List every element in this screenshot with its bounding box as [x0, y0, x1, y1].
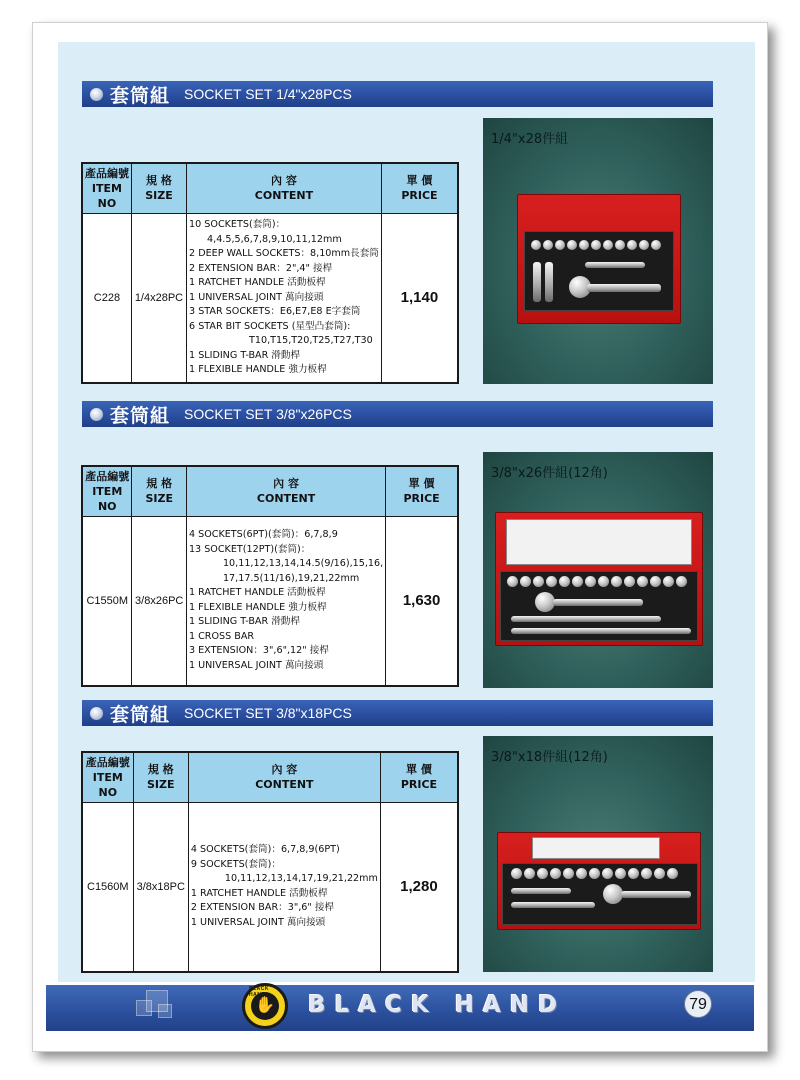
- item-no-cell: C1550M: [82, 516, 132, 686]
- content-line: 1 RATCHET HANDLE 活動板桿: [190, 887, 328, 899]
- spec-table-3: [81, 751, 459, 973]
- instruction-card: [532, 837, 660, 859]
- socket: [676, 576, 687, 587]
- bullet-icon: [90, 88, 103, 101]
- bullet-icon: [90, 408, 103, 421]
- content-line: 3 STAR SOCKETS：E6,E7,E8 E字套筒: [189, 306, 361, 317]
- content-line: 9 SOCKETS(套筒)：: [190, 858, 281, 870]
- table-header-row: [82, 752, 458, 802]
- size-cell: 3/8x26PC: [132, 516, 186, 686]
- header-size: 規 格 SIZE: [133, 752, 188, 802]
- spec-table-1: [81, 162, 459, 384]
- content-line: 4 SOCKETS(套筒)：6,7,8,9(6PT): [190, 844, 340, 856]
- socket: [615, 240, 625, 250]
- content-line: 17,17.5(11/16),19,21,22mm: [222, 572, 360, 584]
- socket: [611, 576, 622, 587]
- header-content: 內 容 CONTENT: [188, 752, 380, 802]
- socket: [550, 868, 561, 879]
- socket: [639, 240, 649, 250]
- table-row: [82, 516, 458, 686]
- photo-label: 3/8"x18件組(12角): [491, 750, 608, 765]
- product-photo-1: [483, 118, 713, 384]
- section-title-zh: 套筒組: [110, 404, 171, 427]
- socket: [524, 868, 535, 879]
- hand-icon: ✋: [251, 992, 279, 1020]
- item-no-cell: C228: [82, 213, 131, 383]
- content-line: 1 SLIDING T-BAR 滑動桿: [188, 616, 300, 628]
- socket: [579, 240, 589, 250]
- socket: [650, 576, 661, 587]
- ratchet-handle: [587, 284, 661, 292]
- socket: [567, 240, 577, 250]
- content-cell: [188, 802, 380, 972]
- socket: [615, 868, 626, 879]
- content-line: 1 FLEXIBLE HANDLE 強力板桿: [188, 601, 327, 613]
- content-line: 4 SOCKETS(6PT)(套筒)：6,7,8,9: [188, 529, 338, 541]
- content-line: 2 EXTENSION BAR：3",6" 接桿: [190, 902, 335, 914]
- socket: [598, 576, 609, 587]
- footer-band: [46, 985, 754, 1031]
- table-header-row: [82, 163, 458, 213]
- socket: [563, 868, 574, 879]
- extension-bar: [511, 888, 571, 894]
- bullet-icon: [90, 707, 103, 720]
- ratchet-head: [535, 592, 555, 612]
- content-line: 2 EXTENSION BAR：2",4" 接桿: [189, 262, 333, 274]
- section-title-zh: 套筒組: [110, 703, 171, 726]
- socket: [537, 868, 548, 879]
- content-line: 1 RATCHET HANDLE 活動板桿: [188, 587, 326, 599]
- toolbox-case: [495, 512, 703, 646]
- page-number: 79: [684, 990, 712, 1018]
- toolbox-case: [517, 194, 681, 324]
- content-cell: [187, 213, 382, 383]
- deep-socket: [533, 262, 541, 302]
- ratchet-handle: [553, 599, 643, 606]
- socket: [667, 868, 678, 879]
- size-cell: 1/4x28PC: [131, 213, 186, 383]
- section-title-en: SOCKET SET 1/4"x28PCS: [184, 86, 352, 102]
- photo-label: 1/4"x28件組: [491, 132, 569, 147]
- ratchet-handle: [621, 891, 691, 898]
- header-price: 單 價 PRICE: [381, 163, 458, 213]
- flexible-handle: [511, 616, 661, 622]
- brand-logo: [242, 983, 288, 1029]
- toolbox-case: [497, 832, 701, 930]
- size-cell: 3/8x18PC: [133, 802, 188, 972]
- header-price: 單 價 PRICE: [380, 752, 458, 802]
- section-title-en: SOCKET SET 3/8"x18PCS: [184, 705, 352, 721]
- section-header-3: [82, 700, 713, 726]
- ratchet-head: [603, 884, 623, 904]
- section-header-2: [82, 401, 713, 427]
- content-line: 1 UNIVERSAL JOINT 萬向接頭: [190, 916, 326, 928]
- product-photo-2: [483, 452, 713, 688]
- spec-table-2: [81, 465, 459, 687]
- socket: [585, 576, 596, 587]
- content-line: 6 STAR BIT SOCKETS (星型凸套筒):: [189, 320, 351, 332]
- socket: [533, 576, 544, 587]
- tool-tray: [502, 863, 698, 925]
- content-line: 1 SLIDING T-BAR 滑動桿: [189, 349, 301, 361]
- socket: [531, 240, 541, 250]
- header-content: 內 容 CONTENT: [187, 163, 382, 213]
- content-cell: [186, 516, 385, 686]
- socket: [589, 868, 600, 879]
- deep-socket: [545, 262, 553, 302]
- section-title-en: SOCKET SET 3/8"x26PCS: [184, 406, 352, 422]
- socket: [555, 240, 565, 250]
- socket: [651, 240, 661, 250]
- socket: [559, 576, 570, 587]
- content-line: 10 SOCKETS(套筒)：: [189, 219, 286, 230]
- socket: [602, 868, 613, 879]
- table-header-row: [82, 466, 458, 516]
- socket: [511, 868, 522, 879]
- extension-bar: [511, 902, 595, 908]
- section-header-1: [82, 81, 713, 107]
- socket: [624, 576, 635, 587]
- socket: [637, 576, 648, 587]
- tool-tray: [500, 571, 698, 641]
- extension-bar: [585, 262, 645, 268]
- socket: [663, 576, 674, 587]
- content-line: 10,11,12,13,14,17,19,21,22mm: [224, 873, 378, 885]
- content-line: 1 UNIVERSAL JOINT 萬向接頭: [188, 659, 324, 671]
- header-size: 規 格 SIZE: [131, 163, 186, 213]
- table-row: [82, 802, 458, 972]
- content-line: 1 RATCHET HANDLE 活動板桿: [189, 277, 326, 288]
- socket: [520, 576, 531, 587]
- content-line: 10,11,12,13,14,14.5(9/16),15,16,: [222, 558, 384, 570]
- socket: [654, 868, 665, 879]
- instruction-card: [506, 519, 692, 565]
- content-line: 3 EXTENSION：3",6",12" 接桿: [188, 645, 329, 657]
- header-item-no: 產品編號 ITEM NO: [82, 466, 132, 516]
- price-cell: 1,140: [381, 213, 458, 383]
- socket: [603, 240, 613, 250]
- content-line: 1 FLEXIBLE HANDLE 強力板桿: [189, 364, 327, 375]
- header-item-no: 產品編號 ITEM NO: [82, 752, 133, 802]
- content-line: 1 UNIVERSAL JOINT 萬向接頭: [189, 291, 324, 303]
- socket: [591, 240, 601, 250]
- extension-bar: [511, 628, 691, 634]
- section-title-zh: 套筒組: [110, 84, 171, 107]
- tool-tray: [524, 231, 674, 311]
- header-content: 內 容 CONTENT: [186, 466, 385, 516]
- table-row: [82, 213, 458, 383]
- price-cell: 1,630: [386, 516, 458, 686]
- logo-ring-text: BLACK HAND: [249, 986, 269, 998]
- socket: [507, 576, 518, 587]
- content-line: 4,4.5,5,6,7,8,9,10,11,12mm: [207, 233, 342, 245]
- content-line: 13 SOCKET(12PT)(套筒)：: [188, 543, 311, 555]
- socket: [572, 576, 583, 587]
- brand-name: BLACK HAND: [308, 992, 567, 1018]
- socket: [628, 868, 639, 879]
- header-price: 單 價 PRICE: [386, 466, 458, 516]
- photo-label: 3/8"x26件組(12角): [491, 466, 608, 481]
- content-line: T10,T15,T20,T25,T27,T30: [249, 335, 373, 346]
- decorative-squares: [136, 990, 176, 1024]
- socket: [576, 868, 587, 879]
- product-photo-3: [483, 736, 713, 972]
- item-no-cell: C1560M: [82, 802, 133, 972]
- header-size: 規 格 SIZE: [132, 466, 186, 516]
- socket: [546, 576, 557, 587]
- socket: [641, 868, 652, 879]
- socket: [543, 240, 553, 250]
- header-item-no: 產品編號 ITEM NO: [82, 163, 131, 213]
- content-line: 2 DEEP WALL SOCKETS：8,10mm長套筒: [189, 248, 379, 259]
- socket: [627, 240, 637, 250]
- price-cell: 1,280: [380, 802, 458, 972]
- content-line: 1 CROSS BAR: [188, 630, 255, 642]
